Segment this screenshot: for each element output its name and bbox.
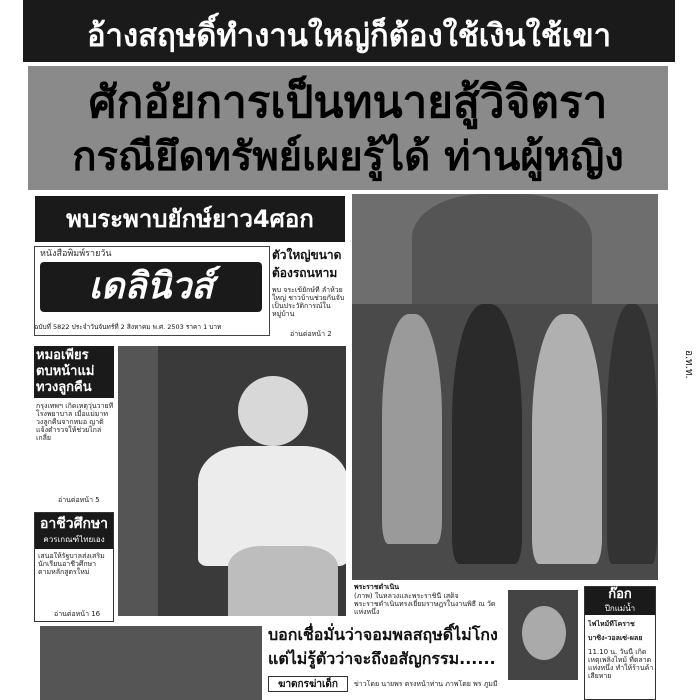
- column-body: เสนอให้รัฐบาลส่งเสริม นักเรียนอาชีวศึกษา ตามหลักสูตรใหม่: [38, 552, 105, 576]
- main-headline-line2: กรณียึดทรัพย์เผยรู้ได้ ท่านผู้หญิง: [72, 134, 624, 180]
- right-box-item2: บาซิ่ง-วอลเซ่-ผลย: [588, 634, 643, 642]
- bottom-headline-line2: แต่ไม่รู้ตัวว่าจะถึงอสัญกรรม......: [268, 649, 496, 668]
- news-photo-bottom-left: [40, 626, 262, 700]
- photo-figure-2: [452, 304, 522, 564]
- masthead-name: เดลินิวส์: [88, 266, 214, 307]
- right-box-subtitle: ปีกแม่น้ำ: [604, 604, 636, 613]
- left-story-ref: อ่านต่อหน้า 5: [58, 496, 100, 504]
- left-story-head3: ทวงลูกคืน: [36, 380, 92, 395]
- portrait-photo: [508, 590, 578, 680]
- photo-figure-3: [532, 314, 602, 564]
- portrait-face: [522, 606, 566, 660]
- side-stamp: อ.ท.ท.: [683, 350, 694, 379]
- photo-figure-left: [118, 346, 158, 616]
- masthead-small: หนังสือพิมพ์รายวัน: [40, 249, 112, 259]
- left-story-head2: ตบหน้าแม่: [36, 364, 95, 379]
- side-story-body: พบ จระเข้ยักษ์ที่ ลำห้วยใหญ่ ชาวบ้านช่วยกันจับ เป็นประวัติการณ์ในหมู่บ้าน: [272, 286, 345, 318]
- column-title: อาชีวศึกษา: [39, 516, 109, 532]
- right-box-title: ก๊อก: [608, 587, 632, 602]
- masthead-dateline: ฉบับที่ 5822 ประจำวันจันทร์ที่ 2 สิงหาคม พ.ศ. 2503 ราคา 1 บาท: [34, 323, 222, 331]
- photo-figure-4: [607, 304, 657, 564]
- story-banner-text: พบระพาบยักษ์ยาว4ศอก: [66, 205, 314, 233]
- photo-figure-1: [382, 314, 442, 544]
- news-photo-left: [118, 346, 346, 616]
- top-headline: อ้างสฤษดิ์ทำงานใหญ่ก็ต้องใช้เงินใช้เขา: [86, 18, 612, 54]
- side-story-ref: อ่านต่อหน้า 2: [290, 330, 332, 338]
- column-subtitle: ควรเกณฑ์ไทยเอง: [43, 535, 105, 544]
- right-box-body: 11.10 น. วันนี้ เกิดเหตุเพลิงไหม้ ที่ตลาดแห่งหนึ่ง ทำให้ร้านค้าเสียหาย: [588, 648, 654, 680]
- bottom-body: ข่าวโดย นายพร ตรงหน้าท่าน ภาพโดย พร ภูมมี: [354, 680, 498, 688]
- left-story-body: กรุงเทพฯ เกิดเหตุวุ่นวายที่โรงพยาบาล เมื่อแม่มาทวงลูกคืนจากหมอ ญาติแจ้งตำรวจให้ช่วยไกล่เกลี่ย: [36, 402, 114, 442]
- right-box-item1: ไฟไหม้ที่โคราช: [588, 620, 635, 628]
- bottom-headline-line1: บอกเชื่อมั่นว่าจอมพลสฤษดิ์ไม่โกง: [268, 625, 498, 644]
- photo-caption-body: (ภาพ) ในหลวงและพระราชินี เสด็จพระราชดำเนินทรงเยี่ยมราษฎรในงานพิธี ณ วัดแห่งหนึ่ง: [354, 592, 496, 616]
- left-story-head1: หมอเพียร: [36, 348, 89, 363]
- photo-caption-title: พระราชดำเนิน: [354, 583, 400, 591]
- photo-pagoda: [412, 194, 592, 304]
- side-story-head1: ตัวใหญ่ขนาด: [272, 248, 342, 262]
- photo-figure-lower: [228, 546, 338, 616]
- main-headline-line1: ศักอัยการเป็นทนายสู้วิจิตรา: [88, 77, 608, 128]
- column-ref: อ่านต่อหน้า 16: [54, 610, 101, 618]
- bottom-tag: ฆาตกรฆ่าเด็ก: [268, 676, 348, 692]
- side-story-head2: ต้องรถนหาม: [272, 266, 338, 280]
- photo-figure-man: [238, 376, 308, 446]
- news-photo-royal: [352, 194, 658, 580]
